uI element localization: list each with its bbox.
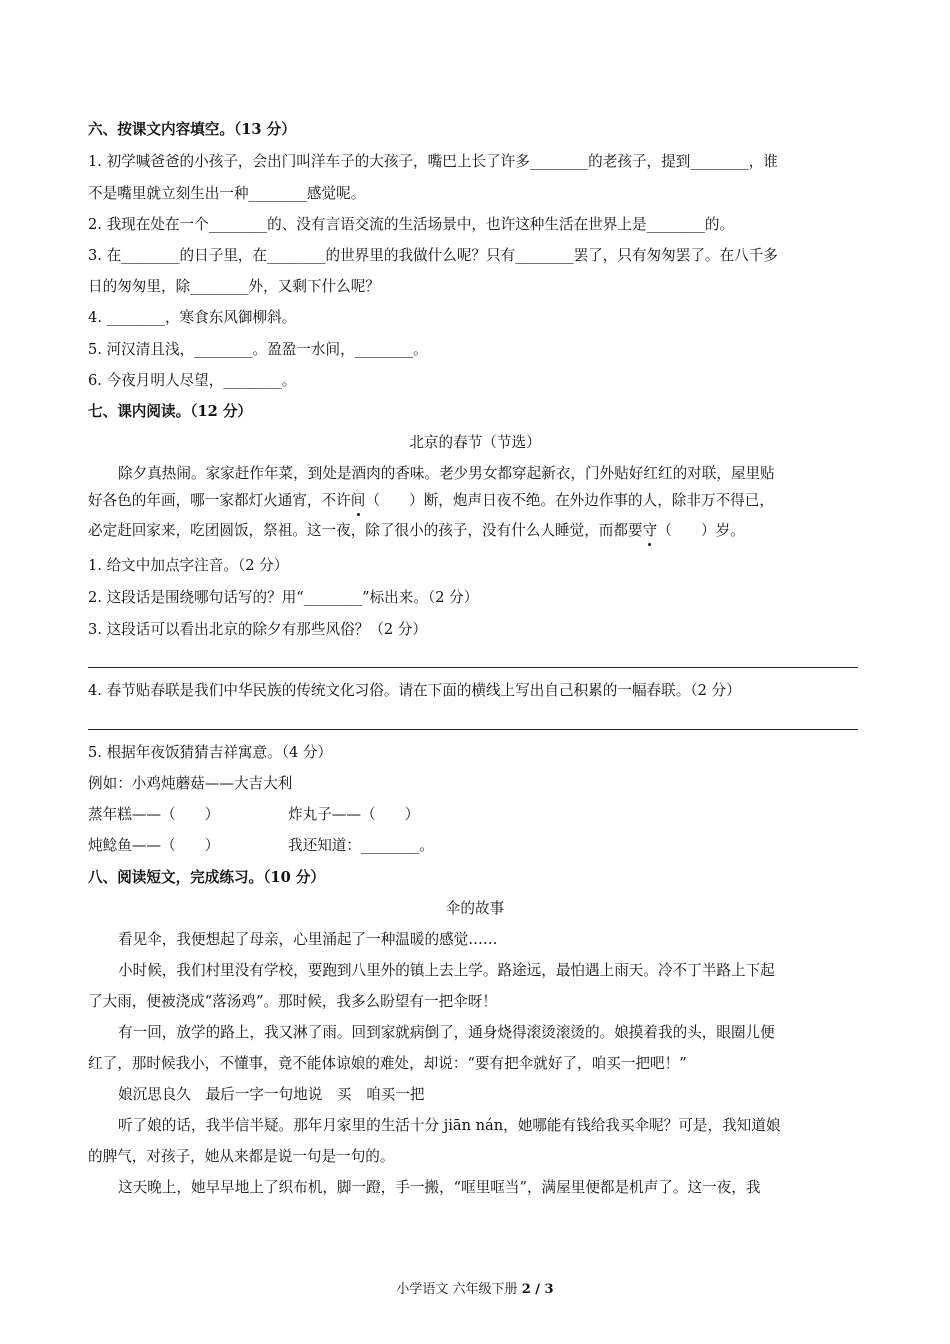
s7-passage-line2: 好各色的年画，哪一家都灯火通宵，不许间（ ）断，炮声日夜不绝。在外边作事的人，除非万不得已， [88, 492, 774, 509]
s8-p1: 看见伞，我便想起了母亲，心里涌起了一种温暖的感觉…… [118, 931, 498, 948]
s6-q6: 6. 今夜月明人尽望，________。 [88, 372, 297, 389]
dotted-char-jian: 间 [350, 492, 366, 509]
answer-line-q3[interactable] [88, 667, 858, 668]
s7-item-1: 蒸年糕——（ ） [88, 806, 220, 823]
s7-q2: 2. 这段话是围绕哪句话写的？用“________”标出来。（2 分） [88, 589, 479, 606]
s8-p5-line1: 听了娘的话，我半信半疑。那年月家里的生活十分 jiān nán，她哪能有钱给我买伞呢？可是，我知道娘 [118, 1117, 781, 1134]
s6-q3-line1: 3. 在________的日子里，在________的世界里的我做什么呢？只有________罢了，只有匆匆罢了。在八千多 [88, 247, 778, 264]
s7-passage-line1: 除夕真热闹。家家赶作年菜，到处是酒肉的香味。老少男女都穿起新衣，门外贴好红红的对联，屋里贴 [118, 465, 775, 482]
page-number: 2 / 3 [521, 1282, 554, 1297]
answer-line-q4[interactable] [88, 729, 858, 730]
s6-q5: 5. 河汉清且浅，________。盈盈一水间，________。 [88, 341, 428, 358]
section6-heading: 六、按课文内容填空。（13 分） [88, 121, 296, 138]
s8-p6-line1: 这天晚上，她早早地上了织布机，脚一蹬，手一搬，“哐里哐当”，满屋里便都是机声了。这一夜，我 [118, 1179, 761, 1196]
s7-passage-line3: 必定赶回家来，吃团圆饭，祭祖。这一夜，除了很小的孩子，没有什么人睡觉，而都要守（ ）岁。 [88, 522, 745, 539]
s7-passage-title: 北京的春节（节选） [409, 434, 541, 451]
page-footer [0, 1281, 950, 1299]
s8-p2-line1: 小时候，我们村里没有学校，要跑到八里外的镇上去上学。路途远，最怕遇上雨天。冷不丁半路上下起 [118, 962, 775, 979]
s6-q1-line2: 不是嘴里就立刻生出一种________感觉呢。 [88, 185, 366, 202]
s7-item-2: 炸丸子——（ ） [288, 806, 420, 823]
footer-text: 小学语文 六年级下册 [396, 1282, 522, 1297]
s6-q1-line1: 1. 初学喊爸爸的小孩子，会出门叫洋车子的大孩子，嘴巴上长了许多________的老孩子，提到________，谁 [88, 153, 778, 170]
s7-q3: 3. 这段话可以看出北京的除夕有那些风俗？（2 分） [88, 621, 427, 638]
s6-q4: 4. ________，寒食东风御柳斜。 [88, 309, 297, 326]
s7-item-3: 炖鲶鱼——（ ） [88, 837, 220, 854]
s8-p4: 娘沉思良久 最后一字一句地说 买 咱买一把 [118, 1086, 425, 1103]
s8-p3-line2: 红了，那时候我小，不懂事，竟不能体谅娘的难处，却说：“要有把伞就好了，咱买一把吧！” [88, 1055, 687, 1072]
s6-q3-line2: 日的匆匆里，除________外，又剩下什么呢？ [88, 278, 380, 295]
s7-q1: 1. 给文中加点字注音。（2 分） [88, 557, 289, 574]
s7-q5: 5. 根据年夜饭猜猜吉祥寓意。（4 分） [88, 744, 333, 761]
s7-example: 例如：小鸡炖蘑菇——大吉大利 [88, 775, 293, 792]
s6-q2: 2. 我现在处在一个________的、没有言语交流的生活场景中，也许这种生活在世界上是________的。 [88, 216, 735, 233]
section7-heading: 七、课内阅读。（12 分） [88, 403, 253, 420]
s7-item-4: 我还知道：________。 [288, 837, 434, 854]
s8-p2-line2: 了大雨，便被浇成“落汤鸡”。那时候，我多么盼望有一把伞呀！ [88, 993, 497, 1010]
s8-p5-line2: 的脾气，对孩子，她从来都是说一句是一句的。 [88, 1148, 395, 1165]
s8-p3-line1: 有一回，放学的路上，我又淋了雨。回到家就病倒了，通身烧得滚烫滚烫的。娘摸着我的头，眼圈儿便 [118, 1024, 775, 1041]
section8-heading: 八、阅读短文，完成练习。（10 分） [88, 869, 325, 886]
s7-q4: 4. 春节贴春联是我们中华民族的传统文化习俗。请在下面的横线上写出自己积累的一幅春联。（2 分） [88, 682, 741, 699]
dotted-char-shou: 守 [642, 522, 658, 539]
s8-passage-title: 伞的故事 [445, 900, 505, 917]
